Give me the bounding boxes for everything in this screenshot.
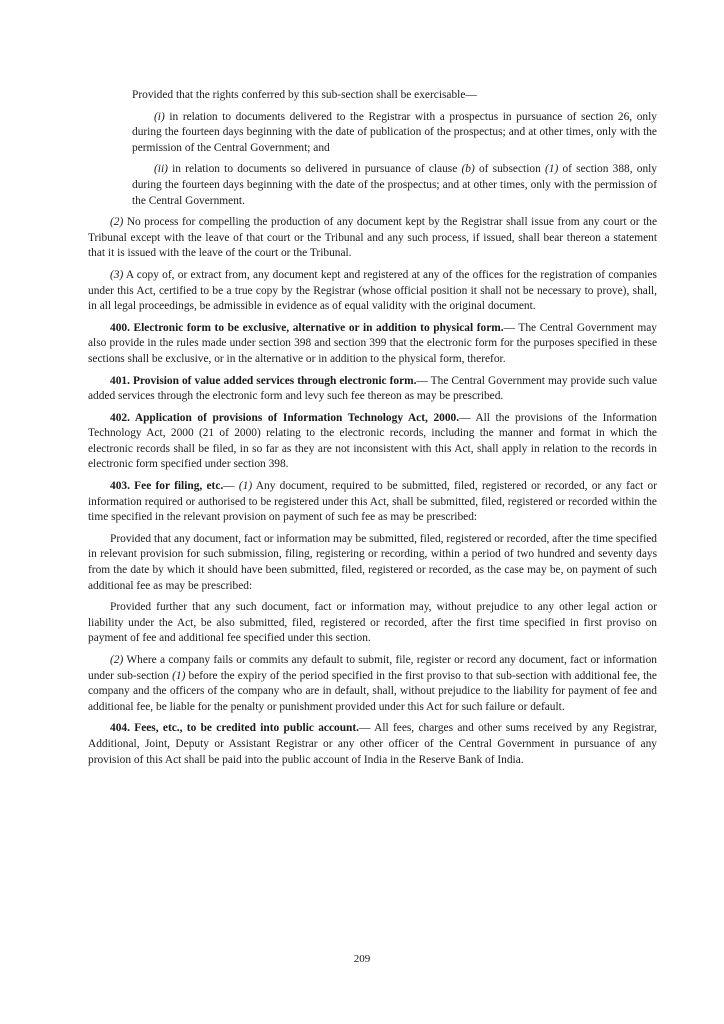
section-403-subsection-2 (88, 653, 657, 715)
subsection-text: A copy of, or extract from, any document kept and registered at any of the offices for the registration of companies under this Act, certified to be a true copy by the Registrar (whose official position it shall not be necessary to prove), shall, in all legal proceedings, be admissible in evidence as of equal validity with the original document. (88, 268, 657, 313)
clause-text: in relation to documents so delivered in pursuance of clause (167, 163, 462, 176)
subsection-2 (88, 215, 657, 262)
subsection-text: Where a company fails or commits any default to submit, file, register or record any document, fact or information under sub-section (88, 654, 657, 682)
clause-ii (88, 162, 657, 209)
section-text: — The Central Government may also provide in the rules made under section 398 and section 399 that the electronic form for the purposes specified in these sections shall be exclusive, or in the alternative or in addition to the physical form, therefor. (88, 321, 657, 365)
section-text: Any document, required to be submitted, filed, registered or recorded, or any fact or information required or authorised to be registered under this Act, shall be submitted, filed, registered or recorded within the time specified in the relevant provision on payment of such fee as may be prescribed: (88, 480, 657, 524)
section-text: — The Central Government may provide such value added services through the electronic form and levy such fee thereon as may be prescribed. (88, 374, 657, 403)
proviso-text: Provided that any document, fact or information may be submitted, filed, registered or recorded, after the time specified in relevant provision for such submission, filing, registering or recording, within a period of two hundred and seventy days from the date by which it should have been submitted, filed, registered or recorded, as the case may be, on payment of such additional fee as may be prescribed: (88, 532, 657, 592)
proviso-text: Provided that the rights conferred by this sub-section shall be exercisable— (132, 89, 477, 101)
subsection-reference: (1) (172, 669, 186, 682)
section-404 (88, 721, 657, 768)
subsection-3 (88, 268, 657, 315)
subsection-number: (2) (110, 216, 124, 229)
subsection-number: (2) (110, 654, 124, 666)
clause-reference: (b) (461, 163, 475, 176)
clause-number: (i) (154, 110, 165, 123)
clause-text: of section 388, only during the fourteen days beginning with the date of the prospectus; and at other times, only with the permission of the Central Government. (132, 163, 658, 207)
clause-text: of subsection (474, 163, 545, 176)
proviso-text: Provided further that any such document, fact or information may, without prejudice to any other legal action or liability under the Act, be also submitted, filed, registered or recorded, after the first time specified in first proviso on payment of fee and additional fee specified under this section. (88, 601, 657, 645)
subsection-number: (1) (238, 480, 253, 493)
section-401 (88, 374, 657, 405)
section-403 (88, 479, 657, 526)
document-body (88, 88, 657, 774)
section-text: — All fees, charges and other sums received by any Registrar, Additional, Joint, Deputy or Assistant Registrar or any other officer of the Central Government in pursuance of any provision of this Act shall be paid into the public account of India in the Reserve Bank of India. (88, 722, 657, 766)
section-403-proviso-2 (88, 600, 657, 647)
section-400 (88, 321, 657, 368)
page-number: 209 (353, 953, 371, 965)
section-heading: 401. Provision of value added services through electronic form. (110, 374, 417, 387)
section-403-proviso-1 (88, 532, 657, 594)
section-heading: 404. Fees, etc., to be credited into public account. (110, 722, 360, 735)
section-heading: 400. Electronic form to be exclusive, alternative or in addition to physical form. (110, 321, 504, 334)
subsection-reference: (1) (544, 163, 559, 176)
subsection-text: No process for compelling the production of any document kept by the Registrar shall issue from any court or the Tribunal except with the leave of that court or the Tribunal and any such process, if issued, shall bear thereon a statement that it is issued with the leave of the court or the Tribunal. (88, 216, 657, 260)
section-dash: — (223, 480, 239, 493)
section-402 (88, 411, 657, 473)
subsection-number: (3) (110, 268, 124, 281)
proviso-paragraph (88, 88, 657, 104)
section-heading: 402. Application of provisions of Information Technology Act, 2000. (110, 411, 460, 424)
clause-text: in relation to documents delivered to the Registrar with a prospectus in pursuance of section 26, only during the fourteen days beginning with the date of publication of the prospectus; and at other times, only with the permission of the Central Government; and (132, 110, 657, 154)
section-heading: 403. Fee for filing, etc. (110, 480, 224, 493)
clause-i (88, 110, 657, 157)
subsection-text: before the expiry of the period specified in the first proviso to that sub-section with additional fee, the company and the officers of the company who are in default, shall, without prejudice to the liability for payment of fee and additional fee, be liable for the penalty or punishment provided under this Act for such failure or default. (88, 669, 657, 713)
clause-number: (ii) (154, 163, 168, 176)
section-text: — All the provisions of the Information Technology Act, 2000 (21 of 2000) relating to the electronic records, including the manner and format in which the electronic records shall be filed, in so far as they are not inconsistent with this Act, shall apply in relation to the records in electronic form specified under section 398. (88, 411, 657, 471)
